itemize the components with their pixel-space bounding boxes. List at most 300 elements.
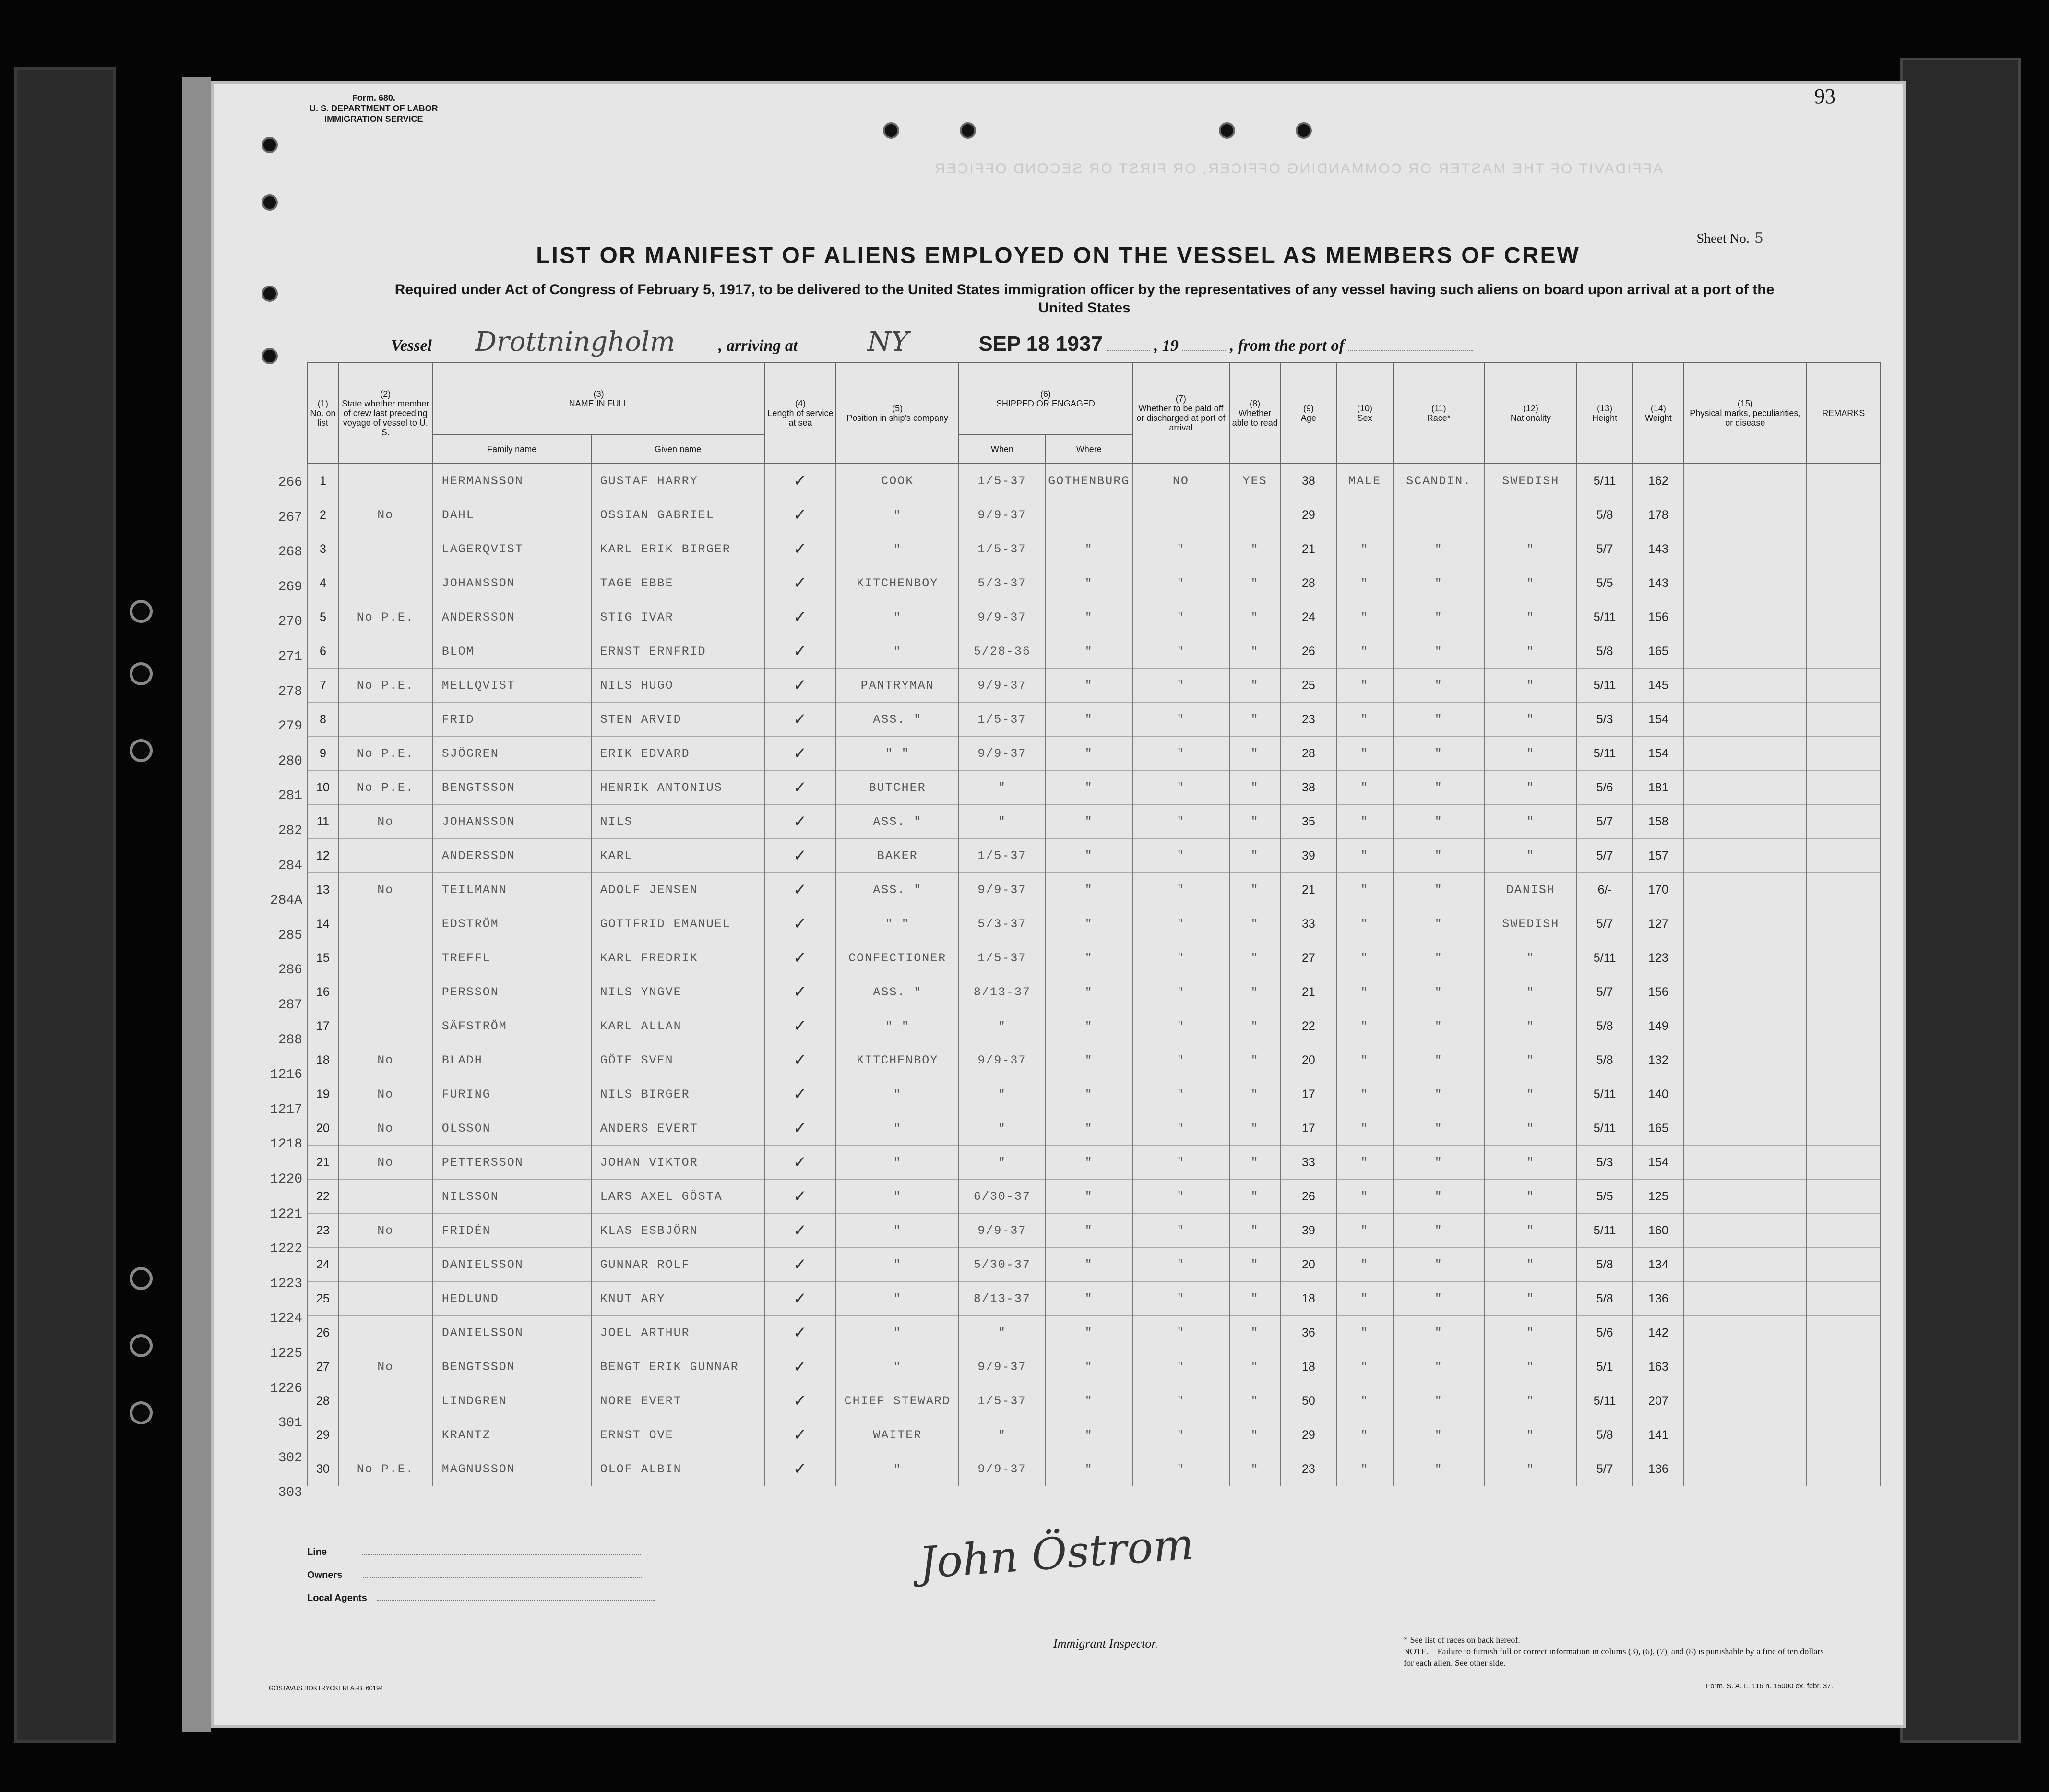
cell-no: 18 (308, 1043, 338, 1077)
printer-imprint: GÖSTAVUS BOKTRYCKERI A.-B. 60194 (269, 1684, 383, 1692)
cell-physical-marks (1684, 1009, 1806, 1043)
cell-no: 24 (308, 1248, 338, 1282)
cell-prev (338, 1418, 433, 1452)
table-row (308, 975, 1881, 1009)
cell-weight: 207 (1633, 1384, 1684, 1418)
cell-given: KARL ERIK BIRGER (591, 532, 765, 566)
cell-weight: 127 (1633, 907, 1684, 941)
cell-age: 38 (1280, 464, 1336, 498)
cell-paid (1132, 498, 1229, 532)
cell-read: " (1229, 941, 1280, 975)
cell-prev (338, 1248, 433, 1282)
cell-position: ASS. " (836, 703, 958, 737)
punch-hole (262, 137, 278, 153)
cell-when: 9/9-37 (959, 1043, 1046, 1077)
cell-nationality: " (1485, 1316, 1577, 1350)
cell-race: " (1393, 1077, 1485, 1111)
cell-check: ✓ (765, 737, 836, 771)
cell-where: " (1046, 1452, 1132, 1486)
cell-read: " (1229, 1214, 1280, 1248)
cell-no: 2 (308, 498, 338, 532)
cell-when: 9/9-37 (959, 1350, 1046, 1384)
cell-height: 5/11 (1577, 1384, 1633, 1418)
cell-prev (338, 634, 433, 669)
binder-hole (130, 662, 153, 685)
cell-read: " (1229, 1418, 1280, 1452)
cell-read: " (1229, 873, 1280, 907)
cell-position: WAITER (836, 1418, 958, 1452)
manifest-sheet (214, 84, 1903, 1725)
cell-sex: " (1336, 1009, 1393, 1043)
cell-nationality: " (1485, 566, 1577, 600)
table-row (308, 566, 1881, 600)
cell-position: " (836, 634, 958, 669)
cell-physical-marks (1684, 600, 1806, 634)
cell-remarks (1807, 907, 1881, 941)
cell-position: " (836, 1248, 958, 1282)
cell-check: ✓ (765, 839, 836, 873)
cell-read: YES (1229, 464, 1280, 498)
cell-where: " (1046, 1282, 1132, 1316)
cell-age: 17 (1280, 1077, 1336, 1111)
cell-weight: 170 (1633, 873, 1684, 907)
cell-height: 5/8 (1577, 1418, 1633, 1452)
table-header (308, 363, 1881, 464)
cell-where: " (1046, 634, 1132, 669)
cell-physical-marks (1684, 1384, 1806, 1418)
cell-weight: 142 (1633, 1316, 1684, 1350)
cell-remarks (1807, 532, 1881, 566)
cell-sex: " (1336, 1146, 1393, 1180)
cell-paid: " (1132, 975, 1229, 1009)
cell-family: LAGERQVIST (433, 532, 591, 566)
cell-age: 21 (1280, 873, 1336, 907)
cell-position: ASS. " (836, 975, 958, 1009)
cell-paid: " (1132, 873, 1229, 907)
cell-nationality: " (1485, 771, 1577, 805)
cell-race: " (1393, 1384, 1485, 1418)
cell-when: " (959, 1418, 1046, 1452)
punch-hole (262, 286, 278, 302)
cell-weight: 141 (1633, 1418, 1684, 1452)
cell-where: " (1046, 1111, 1132, 1146)
cell-race: " (1393, 600, 1485, 634)
cell-when: 9/9-37 (959, 600, 1046, 634)
cell-height: 5/8 (1577, 1009, 1633, 1043)
cell-nationality: " (1485, 1350, 1577, 1384)
cell-sex: " (1336, 1316, 1393, 1350)
cell-sex: " (1336, 737, 1393, 771)
col-nationality-header: (12) Nationality (1485, 363, 1577, 464)
cell-family: SÄFSTRÖM (433, 1009, 591, 1043)
cell-nationality: " (1485, 1248, 1577, 1282)
cell-paid: " (1132, 1180, 1229, 1214)
vessel-label: Vessel (391, 337, 432, 355)
cell-no: 9 (308, 737, 338, 771)
cell-prev: No (338, 1146, 433, 1180)
cell-paid: " (1132, 1418, 1229, 1452)
cell-height: 5/8 (1577, 634, 1633, 669)
cell-height: 5/7 (1577, 839, 1633, 873)
cell-paid: " (1132, 1384, 1229, 1418)
cell-age: 23 (1280, 703, 1336, 737)
cell-family: BENGTSSON (433, 771, 591, 805)
cell-where: " (1046, 600, 1132, 634)
from-port-label: , from the port of (1229, 337, 1345, 355)
cell-where: " (1046, 1384, 1132, 1418)
cell-where: " (1046, 1350, 1132, 1384)
cell-nationality: " (1485, 839, 1577, 873)
cell-family: JOHANSSON (433, 566, 591, 600)
cell-read: " (1229, 1077, 1280, 1111)
cell-no: 14 (308, 907, 338, 941)
cell-no: 25 (308, 1282, 338, 1316)
cell-sex: " (1336, 941, 1393, 975)
table-row (308, 1350, 1881, 1384)
cell-age: 39 (1280, 839, 1336, 873)
margin-number: 269 (278, 579, 302, 595)
cell-physical-marks (1684, 1180, 1806, 1214)
table-row (308, 634, 1881, 669)
cell-remarks (1807, 737, 1881, 771)
cell-when: 9/9-37 (959, 873, 1046, 907)
cell-physical-marks (1684, 941, 1806, 975)
cell-family: BLADH (433, 1043, 591, 1077)
cell-paid: " (1132, 1248, 1229, 1282)
table-row (308, 941, 1881, 975)
cell-when: 1/5-37 (959, 703, 1046, 737)
cell-sex: " (1336, 566, 1393, 600)
cell-given: NILS (591, 805, 765, 839)
cell-weight: 157 (1633, 839, 1684, 873)
cell-family: PETTERSSON (433, 1146, 591, 1180)
cell-remarks (1807, 839, 1881, 873)
cell-position: " (836, 1214, 958, 1248)
cell-given: KARL FREDRIK (591, 941, 765, 975)
cell-family: FURING (433, 1077, 591, 1111)
cell-age: 29 (1280, 1418, 1336, 1452)
margin-number: 271 (278, 649, 302, 664)
table-row (308, 873, 1881, 907)
cell-where: " (1046, 839, 1132, 873)
cell-remarks (1807, 634, 1881, 669)
cell-check: ✓ (765, 1043, 836, 1077)
cell-height: 5/11 (1577, 669, 1633, 703)
cell-nationality: " (1485, 1282, 1577, 1316)
cell-height: 5/11 (1577, 600, 1633, 634)
cell-height: 5/3 (1577, 703, 1633, 737)
cell-remarks (1807, 1282, 1881, 1316)
cell-family: MAGNUSSON (433, 1452, 591, 1486)
cell-position: ASS. " (836, 805, 958, 839)
cell-family: DAHL (433, 498, 591, 532)
cell-read: " (1229, 1452, 1280, 1486)
cell-nationality: " (1485, 669, 1577, 703)
cell-physical-marks (1684, 1111, 1806, 1146)
cell-physical-marks (1684, 464, 1806, 498)
cell-prev: No (338, 805, 433, 839)
cell-paid: " (1132, 1282, 1229, 1316)
cell-prev (338, 941, 433, 975)
cell-sex: " (1336, 1384, 1393, 1418)
binder-right-edge (1900, 58, 2021, 1743)
cell-remarks (1807, 669, 1881, 703)
margin-number: 1225 (270, 1346, 302, 1361)
cell-check: ✓ (765, 1316, 836, 1350)
table-row (308, 464, 1881, 498)
margin-number: 284 (278, 858, 302, 873)
cell-family: BLOM (433, 634, 591, 669)
margin-number: 268 (278, 545, 302, 560)
cell-family: FRIDÉN (433, 1214, 591, 1248)
cell-when: " (959, 1009, 1046, 1043)
cell-read: " (1229, 532, 1280, 566)
cell-age: 22 (1280, 1009, 1336, 1043)
cell-physical-marks (1684, 1452, 1806, 1486)
department-name: U. S. DEPARTMENT OF LABOR (310, 104, 438, 113)
cell-position: " (836, 532, 958, 566)
cell-read: " (1229, 1043, 1280, 1077)
cell-read: " (1229, 771, 1280, 805)
page-title: LIST OR MANIFEST OF ALIENS EMPLOYED ON THE VESSEL AS MEMBERS OF CREW (536, 243, 1580, 268)
cell-height: 5/3 (1577, 1146, 1633, 1180)
cell-read: " (1229, 1180, 1280, 1214)
cell-position: " (836, 1146, 958, 1180)
cell-race: " (1393, 634, 1485, 669)
cell-no: 17 (308, 1009, 338, 1043)
year-fill-line (1182, 350, 1226, 351)
cell-family: FRID (433, 703, 591, 737)
cell-given: TAGE EBBE (591, 566, 765, 600)
cell-physical-marks (1684, 1043, 1806, 1077)
cell-physical-marks (1684, 1077, 1806, 1111)
cell-where: " (1046, 873, 1132, 907)
margin-number: 282 (278, 824, 302, 838)
col-previous-voyage-header: (2) State whether member of crew last preceding voyage of vessel to U. S. (338, 363, 433, 464)
cell-position: " (836, 1282, 958, 1316)
table-row (308, 1214, 1881, 1248)
cell-height: 5/8 (1577, 498, 1633, 532)
cell-check: ✓ (765, 1282, 836, 1316)
cell-remarks (1807, 1146, 1881, 1180)
cell-paid: " (1132, 566, 1229, 600)
cell-physical-marks (1684, 1350, 1806, 1384)
cell-check: ✓ (765, 634, 836, 669)
cell-sex: " (1336, 532, 1393, 566)
cell-given: BENGT ERIK GUNNAR (591, 1350, 765, 1384)
cell-no: 11 (308, 805, 338, 839)
cell-no: 13 (308, 873, 338, 907)
footer-notes (1404, 1634, 1826, 1669)
cell-age: 26 (1280, 1180, 1336, 1214)
cell-prev (338, 1009, 433, 1043)
cell-physical-marks (1684, 873, 1806, 907)
cell-no: 5 (308, 600, 338, 634)
cell-race: " (1393, 805, 1485, 839)
vessel-name: Drottningholm (436, 326, 715, 358)
cell-prev: No (338, 1111, 433, 1146)
cell-height: 5/5 (1577, 566, 1633, 600)
table-row (308, 1248, 1881, 1282)
cell-physical-marks (1684, 566, 1806, 600)
cell-paid: " (1132, 1146, 1229, 1180)
cell-weight: 140 (1633, 1077, 1684, 1111)
cell-given: GUNNAR ROLF (591, 1248, 765, 1282)
cell-no: 4 (308, 566, 338, 600)
cell-read: " (1229, 975, 1280, 1009)
crew-manifest-table (307, 362, 1881, 1486)
cell-weight: 149 (1633, 1009, 1684, 1043)
cell-nationality: " (1485, 532, 1577, 566)
table-row (308, 1043, 1881, 1077)
col-name-header: (3) NAME IN FULL (433, 363, 765, 435)
cell-prev (338, 975, 433, 1009)
cell-race: " (1393, 566, 1485, 600)
table-row (308, 703, 1881, 737)
cell-read: " (1229, 703, 1280, 737)
cell-height: 5/5 (1577, 1180, 1633, 1214)
cell-race: " (1393, 1009, 1485, 1043)
cell-prev: No (338, 1077, 433, 1111)
cell-remarks (1807, 566, 1881, 600)
cell-race: " (1393, 737, 1485, 771)
cell-check: ✓ (765, 532, 836, 566)
col-family-name-header: Family name (433, 435, 591, 464)
cell-physical-marks (1684, 1282, 1806, 1316)
table-row (308, 1146, 1881, 1180)
cell-height: 5/8 (1577, 1043, 1633, 1077)
margin-number: 1222 (270, 1242, 302, 1257)
cell-prev: No P.E. (338, 669, 433, 703)
cell-position: " " (836, 737, 958, 771)
cell-weight: 134 (1633, 1248, 1684, 1282)
cell-physical-marks (1684, 975, 1806, 1009)
cell-given: OSSIAN GABRIEL (591, 498, 765, 532)
cell-weight: 136 (1633, 1452, 1684, 1486)
cell-physical-marks (1684, 771, 1806, 805)
cell-where: " (1046, 907, 1132, 941)
cell-nationality: " (1485, 941, 1577, 975)
cell-position: " (836, 498, 958, 532)
cell-race: " (1393, 1043, 1485, 1077)
cell-race: " (1393, 941, 1485, 975)
cell-no: 30 (308, 1452, 338, 1486)
col-shipped-header: (6) SHIPPED OR ENGAGED (959, 363, 1132, 435)
cell-when: 9/9-37 (959, 737, 1046, 771)
cell-prev: No P.E. (338, 771, 433, 805)
cell-height: 5/6 (1577, 771, 1633, 805)
cell-nationality: " (1485, 1214, 1577, 1248)
cell-remarks (1807, 1350, 1881, 1384)
footer-fields (307, 1541, 655, 1610)
cell-when: " (959, 805, 1046, 839)
cell-where (1046, 498, 1132, 532)
cell-prev: No (338, 498, 433, 532)
cell-where: " (1046, 566, 1132, 600)
cell-check: ✓ (765, 1452, 836, 1486)
punch-hole (1219, 122, 1235, 139)
local-agents-field: Local Agents (307, 1587, 655, 1610)
cell-height: 5/11 (1577, 464, 1633, 498)
cell-no: 19 (308, 1077, 338, 1111)
cell-sex: " (1336, 703, 1393, 737)
inspector-signature: John Östrom (917, 1519, 1196, 1589)
cell-read: " (1229, 1384, 1280, 1418)
cell-nationality: " (1485, 634, 1577, 669)
cell-read: " (1229, 805, 1280, 839)
cell-when: 5/3-37 (959, 907, 1046, 941)
cell-race: " (1393, 669, 1485, 703)
cell-physical-marks (1684, 737, 1806, 771)
cell-remarks (1807, 805, 1881, 839)
cell-given: GOTTFRID EMANUEL (591, 907, 765, 941)
cell-nationality: SWEDISH (1485, 464, 1577, 498)
cell-weight: 143 (1633, 566, 1684, 600)
cell-position: COOK (836, 464, 958, 498)
cell-prev: No (338, 1214, 433, 1248)
cell-where: " (1046, 1009, 1132, 1043)
cell-weight: 145 (1633, 669, 1684, 703)
binder-left-edge (14, 67, 116, 1743)
arriving-label: , arriving at (718, 337, 798, 355)
cell-weight: 163 (1633, 1350, 1684, 1384)
cell-check: ✓ (765, 941, 836, 975)
cell-check: ✓ (765, 703, 836, 737)
cell-height: 5/8 (1577, 1248, 1633, 1282)
cell-given: GUSTAF HARRY (591, 464, 765, 498)
cell-sex: " (1336, 805, 1393, 839)
cell-prev: No (338, 1350, 433, 1384)
binder-hole (130, 1334, 153, 1357)
cell-position: " (836, 1452, 958, 1486)
cell-check: ✓ (765, 1384, 836, 1418)
cell-physical-marks (1684, 1214, 1806, 1248)
owners-field: Owners (307, 1564, 655, 1587)
cell-check: ✓ (765, 873, 836, 907)
cell-nationality: " (1485, 1384, 1577, 1418)
cell-when: 1/5-37 (959, 532, 1046, 566)
cell-when: 9/9-37 (959, 498, 1046, 532)
page-number: 93 (1814, 84, 1835, 108)
cell-where: " (1046, 975, 1132, 1009)
cell-height: 5/1 (1577, 1350, 1633, 1384)
cell-physical-marks (1684, 1248, 1806, 1282)
cell-prev (338, 1384, 433, 1418)
cell-read: " (1229, 566, 1280, 600)
cell-age: 50 (1280, 1384, 1336, 1418)
cell-age: 28 (1280, 566, 1336, 600)
cell-race: " (1393, 1418, 1485, 1452)
cell-when: 5/28-36 (959, 634, 1046, 669)
cell-race: " (1393, 1316, 1485, 1350)
cell-position: BAKER (836, 839, 958, 873)
cell-given: OLOF ALBIN (591, 1452, 765, 1486)
cell-remarks (1807, 1248, 1881, 1282)
cell-where: " (1046, 771, 1132, 805)
cell-check: ✓ (765, 566, 836, 600)
cell-nationality: " (1485, 1452, 1577, 1486)
cell-physical-marks (1684, 669, 1806, 703)
cell-when: 6/30-37 (959, 1180, 1046, 1214)
cell-family: LINDGREN (433, 1384, 591, 1418)
cell-when: " (959, 771, 1046, 805)
binder-strip (182, 77, 211, 1732)
form-code: Form. S. A. L. 116 n. 15000 ex. febr. 37. (1706, 1682, 1833, 1690)
cell-age: 21 (1280, 532, 1336, 566)
binder-hole (130, 1401, 153, 1424)
cell-physical-marks (1684, 805, 1806, 839)
cell-physical-marks (1684, 498, 1806, 532)
